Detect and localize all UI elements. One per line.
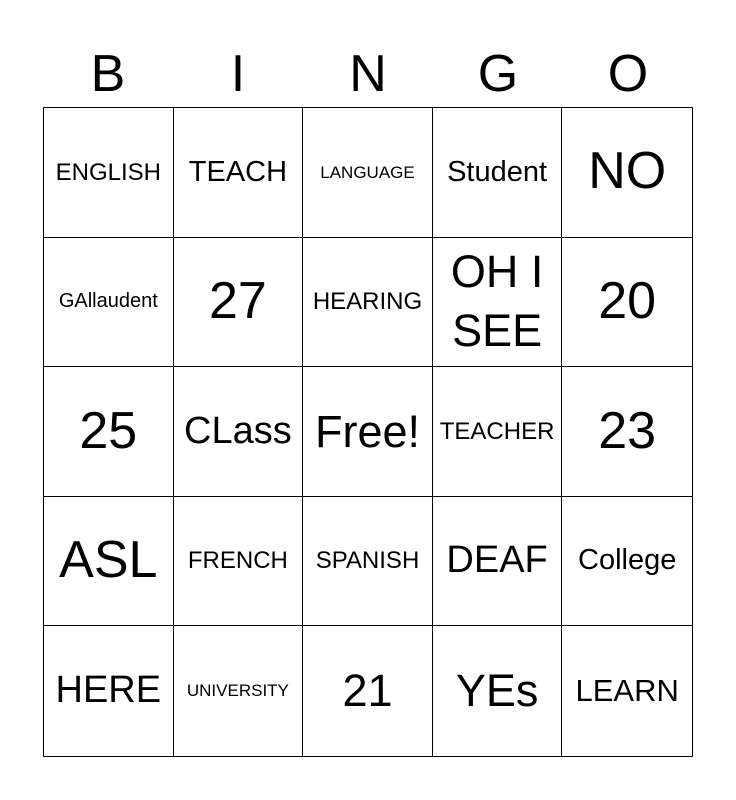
bingo-cell[interactable] [562, 238, 692, 368]
header-letter-i: I [230, 45, 246, 103]
header-letter-n: N [349, 45, 387, 103]
header-letter-g: G [477, 45, 519, 103]
bingo-cell[interactable] [174, 626, 304, 756]
cell-text: UNIVERSITY [186, 681, 289, 701]
bingo-cell[interactable] [562, 108, 692, 238]
cell-text: ASL [59, 531, 158, 590]
cell-text: FRENCH [187, 547, 288, 575]
cell-text: LEARN [575, 673, 679, 709]
cell-text: Student [447, 155, 548, 188]
cell-text: OH I SEE [450, 246, 544, 356]
bingo-cell[interactable] [562, 497, 692, 627]
cell-text: GAllaudent [58, 290, 158, 313]
bingo-cell[interactable] [303, 497, 433, 627]
cell-text: HERE [55, 669, 162, 712]
cell-text: YEs [455, 665, 539, 717]
bingo-cell[interactable] [174, 497, 304, 627]
header-letter-b: B [90, 45, 126, 103]
cell-text: 20 [598, 271, 657, 330]
bingo-cell[interactable] [303, 108, 433, 238]
cell-text: CLass [184, 409, 292, 452]
bingo-cell[interactable] [433, 238, 563, 368]
bingo-cell[interactable] [174, 108, 304, 238]
bingo-header [43, 44, 693, 104]
cell-text: SPANISH [315, 547, 420, 575]
bingo-cell[interactable] [303, 626, 433, 756]
cell-text: 25 [79, 401, 138, 460]
cell-text: 27 [208, 271, 267, 330]
free-space-cell[interactable] [303, 367, 433, 497]
bingo-cell[interactable] [44, 108, 174, 238]
bingo-cell[interactable] [44, 626, 174, 756]
bingo-cell[interactable] [562, 626, 692, 756]
bingo-cell[interactable] [174, 367, 304, 497]
cell-text: HEARING [312, 288, 423, 316]
bingo-cell[interactable] [174, 238, 304, 368]
bingo-cell[interactable] [44, 497, 174, 627]
bingo-cell[interactable] [44, 367, 174, 497]
bingo-cell[interactable] [433, 626, 563, 756]
cell-text: 21 [342, 665, 393, 717]
bingo-cell[interactable] [562, 367, 692, 497]
cell-text: TEACH [188, 155, 288, 188]
bingo-cell[interactable] [44, 238, 174, 368]
cell-text: College [578, 544, 677, 577]
cell-text: ENGLISH [55, 158, 161, 186]
cell-text: LANGUAGE [320, 162, 415, 182]
bingo-cell[interactable] [433, 367, 563, 497]
cell-text: DEAF [446, 539, 548, 582]
bingo-cell[interactable] [433, 497, 563, 627]
free-space-text: Free! [314, 405, 420, 457]
bingo-cell[interactable] [303, 238, 433, 368]
cell-text: TEACHER [439, 417, 555, 445]
cell-text: 23 [598, 401, 657, 460]
cell-text: NO [588, 142, 667, 201]
bingo-cell[interactable] [433, 108, 563, 238]
header-letter-o: O [607, 45, 649, 103]
bingo-board [43, 107, 693, 757]
